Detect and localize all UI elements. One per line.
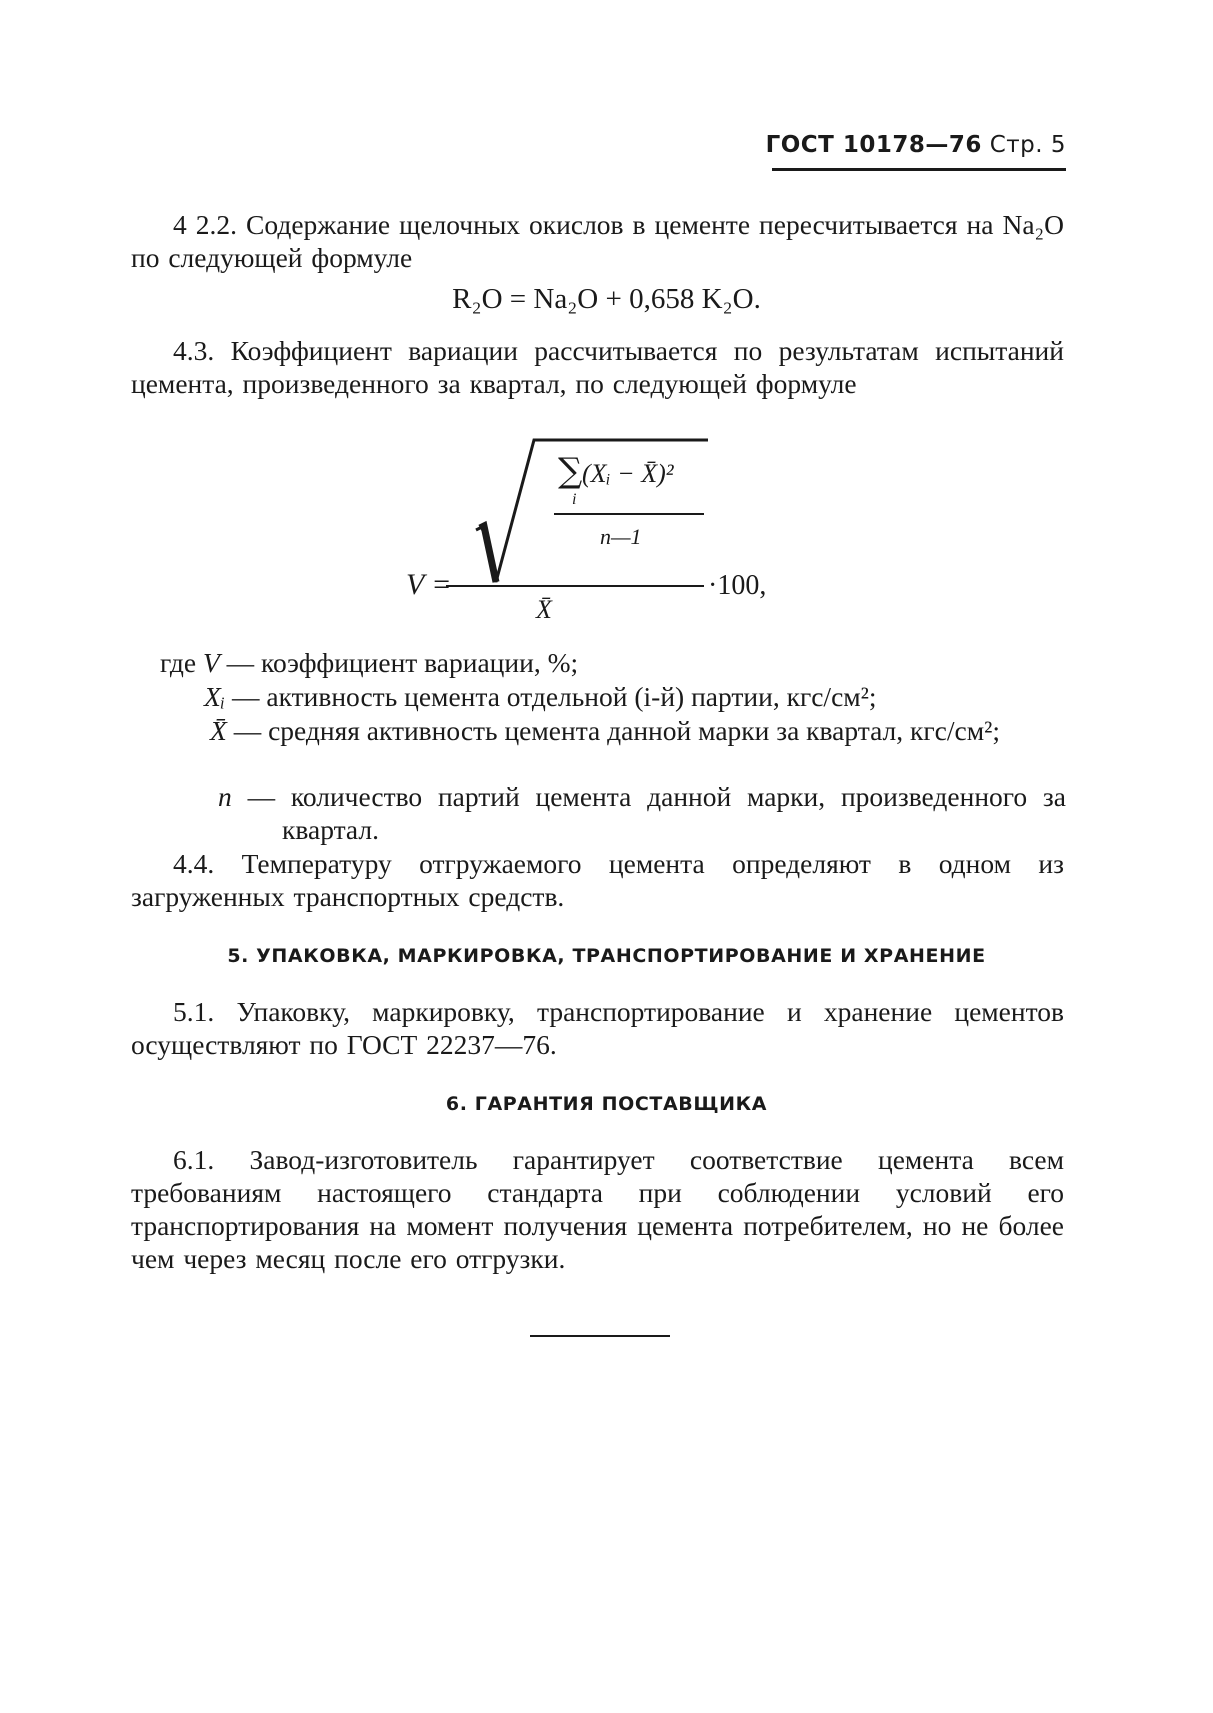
legend-symbol: X̄: [210, 715, 227, 746]
legend-text: — количество партий цемента данной марки, произведенного за квартал.: [247, 781, 1066, 845]
page-header: [766, 132, 1066, 158]
legend-row-xi: [204, 680, 1066, 713]
standard-number: ГОСТ 10178—76: [765, 132, 982, 158]
paragraph-4-3: 4.3. Коэффициент вариации рассчитывается по результатам испытаний цемента, произведенного за квартал, по следующей формуле: [131, 335, 1064, 399]
section-6-title: 6. ГАРАНТИЯ ПОСТАВЩИКА: [445, 1093, 768, 1115]
legend-row-xbar: [210, 714, 1066, 747]
header-rule: [772, 168, 1066, 171]
legend-text: — средняя активность цемента данной марки за квартал, кгс/см²;: [233, 715, 1001, 746]
paragraph-5-1: 5.1. Упаковку, маркировку, транспортирование и хранение цементов осуществляют по ГОСТ 22237—76.: [131, 996, 1064, 1060]
sum-term: (Xᵢ − X̄)²: [582, 459, 674, 488]
legend-symbol: V: [202, 647, 220, 678]
paragraph-6-1: 6.1. Завод-изготовитель гарантирует соответствие цемента всем требованиям настоящего стандарта при соблюдении условий его транспортирования на момент получения цемента потребителем, но не более чем через месяц после его отгрузки.: [131, 1144, 1064, 1274]
legend-text: — коэффициент вариации, %;: [226, 647, 579, 678]
formula-lhs: V =: [406, 568, 452, 601]
sum-index: i: [572, 491, 577, 508]
outer-denominator: X̄: [536, 595, 552, 624]
legend-symbol: Xᵢ: [204, 681, 226, 712]
alkali-formula: R₂O = Na₂O + 0,658 K₂O.: [452, 283, 761, 315]
section-5-title: 5. УПАКОВКА, МАРКИРОВКА, ТРАНСПОРТИРОВАНИЕ И ХРАНЕНИЕ: [227, 945, 986, 967]
legend-symbol: n: [218, 781, 232, 812]
sum-symbol: ∑: [558, 451, 583, 491]
legend-row-n: [218, 780, 1066, 846]
inner-denominator: n—1: [600, 524, 642, 549]
radical-sign-heavy: [480, 526, 496, 582]
formula-multiplier: ·100,: [708, 570, 767, 601]
legend-text: — активность цемента отдельной (i-й) партии, кгс/см²;: [232, 681, 877, 712]
paragraph-4-4: 4.4. Температуру отгружаемого цемента определяют в одном из загруженных транспортных средств.: [131, 848, 1064, 912]
closing-rule: [530, 1335, 670, 1337]
legend-lead: где: [160, 647, 197, 678]
legend-row-v: [160, 646, 1060, 679]
page-number: Стр. 5: [989, 132, 1066, 158]
variation-coefficient-formula: [380, 432, 820, 632]
paragraph-4-2-2: 4 2.2. Содержание щелочных окислов в цементе пересчитывается на Na₂O по следующей формуле: [131, 209, 1064, 273]
